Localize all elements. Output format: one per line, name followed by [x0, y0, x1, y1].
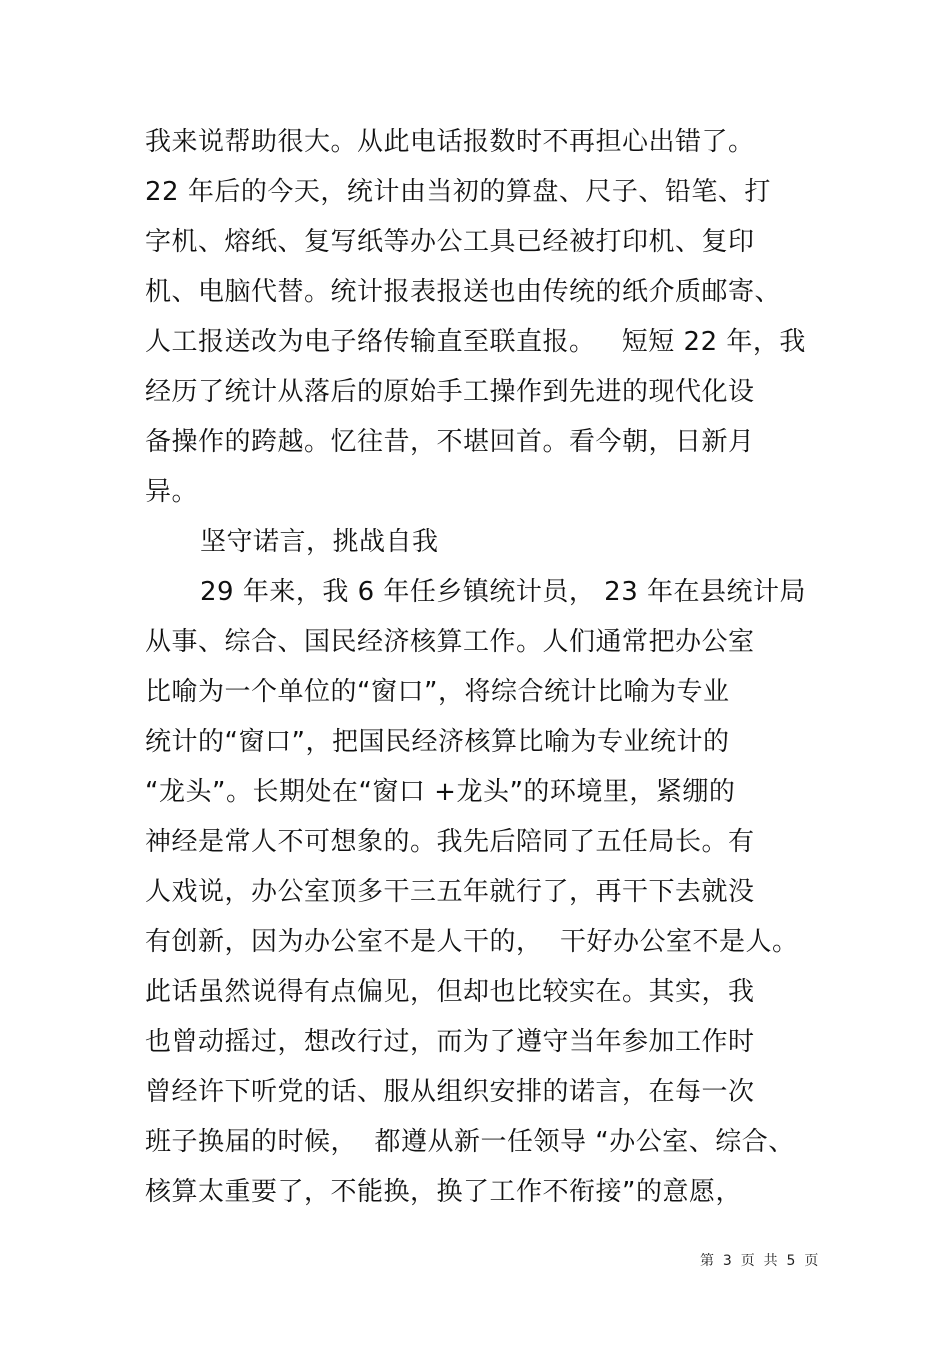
body-line: 曾经许下听党的话、服从组织安排的诺言，在每一次 — [145, 1077, 755, 1107]
body-line: 比喻为一个单位的“窗口”，将综合统计比喻为专业 — [145, 677, 730, 707]
body-line: 核算太重要了，不能换，换了工作不衔接”的意愿， — [145, 1177, 742, 1207]
body-line: 经历了统计从落后的原始手工操作到先进的现代化设 — [145, 377, 755, 407]
body-line: 字机、熔纸、复写纸等办公工具已经被打印机、复印 — [145, 227, 755, 257]
body-line: “龙头”。长期处在“窗口 +龙头”的环境里，紧绷的 — [145, 777, 736, 807]
body-line: 异。 — [145, 477, 199, 507]
body-line: 有创新，因为办公室不是人干的， 干好办公室不是人。 — [145, 927, 799, 957]
page-number-footer: 第 3 页 共 5 页 — [700, 1253, 819, 1269]
body-line: 统计的“窗口”，把国民经济核算比喻为专业统计的 — [145, 727, 730, 757]
body-line: 22 年后的今天，统计由当初的算盘、尺子、铅笔、打 — [145, 177, 771, 207]
body-line: 29 年来，我 6 年任乡镇统计员， 23 年在县统计局 — [200, 577, 807, 607]
body-line: 我来说帮助很大。从此电话报数时不再担心出错了。 — [145, 127, 755, 157]
body-line: 此话虽然说得有点偏见，但却也比较实在。其实，我 — [145, 977, 755, 1007]
body-line: 备操作的跨越。忆往昔，不堪回首。看今朝，日新月 — [145, 427, 755, 457]
body-line: 从事、综合、国民经济核算工作。人们通常把办公室 — [145, 627, 755, 657]
body-line: 人工报送改为电子络传输直至联直报。 短短 22 年，我 — [145, 327, 806, 357]
body-line: 人戏说，办公室顶多干三五年就行了，再干下去就没 — [145, 877, 755, 907]
body-line: 神经是常人不可想象的。我先后陪同了五任局长。有 — [145, 827, 755, 857]
body-line: 机、电脑代替。统计报表报送也由传统的纸介质邮寄、 — [145, 277, 782, 307]
section-heading: 坚守诺言，挑战自我 — [200, 527, 439, 557]
body-line: 也曾动摇过，想改行过，而为了遵守当年参加工作时 — [145, 1027, 755, 1057]
body-line: 班子换届的时候， 都遵从新一任领导 “办公室、综合、 — [145, 1127, 795, 1157]
